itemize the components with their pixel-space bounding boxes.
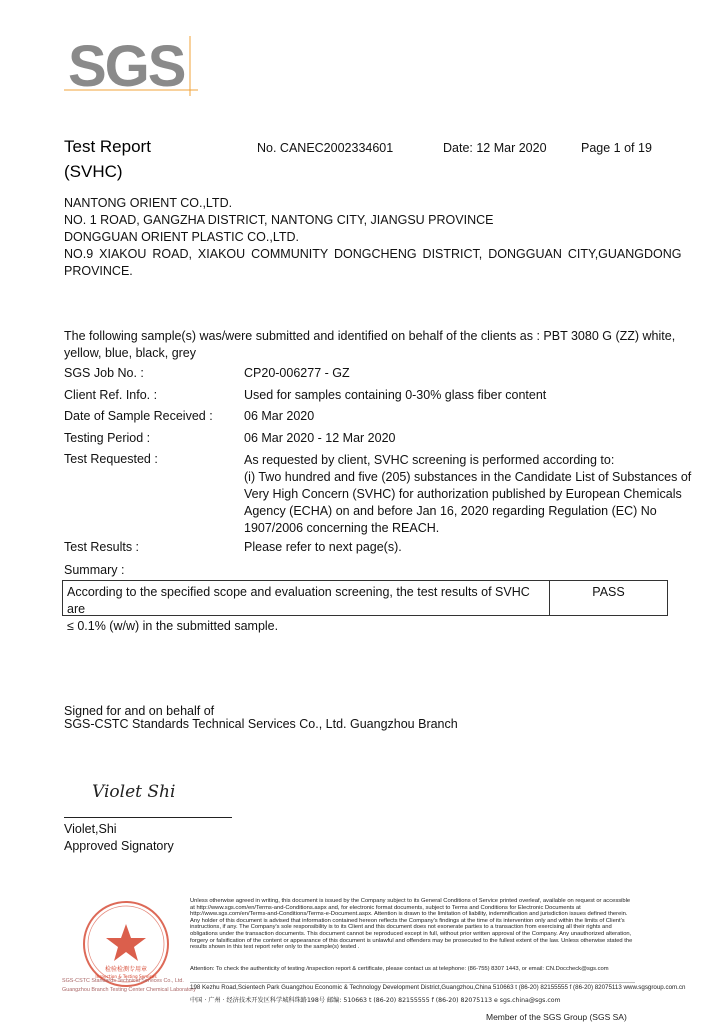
logo-text: SGS: [68, 34, 185, 98]
footer-divider: [190, 982, 635, 983]
requested-text: Very High Concern (SVHC) for authorization published by European Chemicals: [244, 487, 682, 501]
client-line: PROVINCE.: [64, 264, 133, 278]
received-label: Date of Sample Received :: [64, 409, 213, 423]
client-line: NO. 1 ROAD, GANGZHA DISTRICT, NANTONG CITY, JIANGSU PROVINCE: [64, 213, 494, 227]
job-label: SGS Job No. :: [64, 366, 144, 380]
report-number: No. CANEC2002334601: [257, 141, 394, 155]
sgs-logo: [62, 34, 200, 98]
client-line: DONGGUAN ORIENT PLASTIC CO.,LTD.: [64, 230, 299, 244]
summary-text-cell: [63, 581, 550, 633]
report-title: Test Report: [64, 137, 151, 156]
intro-line: The following sample(s) was/were submitted and identified on behalf of the clients as : PBT 3080 G (ZZ) white,: [64, 329, 676, 343]
requested-label: Test Requested :: [64, 452, 158, 466]
summary-text: According to the specified scope and evaluation screening, the test results of SVHC are: [67, 585, 530, 616]
company-stamp: [64, 896, 188, 988]
stamp-center-text: 检验检测专用章: [104, 966, 148, 973]
summary-label: Summary :: [64, 563, 125, 577]
signatory-name: Violet,Shi: [64, 822, 117, 836]
summary-table: [62, 580, 668, 633]
address-english: 198 Kezhu Road,Scientech Park Guangzhou Economic & Technology Development District,Guangzhou,China 510663 t (86-20) 82155555 f (86-20) 82075113 www.sgsgroup.com.cn: [190, 984, 686, 991]
period-label: Testing Period :: [64, 431, 151, 445]
signed-company: SGS-CSTC Standards Technical Services Co., Ltd. Guangzhou Branch: [64, 717, 458, 731]
received-value: 06 Mar 2020: [244, 409, 315, 423]
report-subtitle: (SVHC): [64, 162, 123, 181]
results-label: Test Results :: [64, 540, 140, 554]
period-value: 06 Mar 2020 - 12 Mar 2020: [244, 431, 396, 445]
stamp-sub-text: Inspection & Testing Services: [95, 974, 157, 979]
ref-value: Used for samples containing 0-30% glass fiber content: [244, 388, 547, 402]
stamp-caption: SGS-CSTC Standards Technical Services Co., Ltd.: [62, 978, 184, 984]
summary-result: PASS: [592, 585, 625, 599]
results-value: Please refer to next page(s).: [244, 540, 402, 554]
requested-text: (i) Two hundred and five (205) substances in the Candidate List of Substances of: [244, 470, 692, 484]
signature-line: [64, 817, 232, 818]
ref-label: Client Ref. Info. :: [64, 388, 158, 402]
terms-text: Unless otherwise agreed in writing, this document is issued by the Company subject to its General Conditions of Service printed overleaf, available on request or accessible at http://www.sgs.com/en/Terms-and-Conditions.aspx and, for electronic format documents, subject to Terms and Conditions for Electronic Documents at http://www.sgs.com/en/Terms-and-Conditions/Terms-e-Document.aspx. Attention is drawn to the limitation of liability, indemnification and jurisdiction issues defined therein. Any holder of this document is advised that information contained hereon reflects the Company's findings at the time of its intervention only and within the limits of Client's instructions, if any. The Company's sole responsibility is to its Client and this document does not exonerate parties to a transaction from exercising all their rights and obligations under the transaction documents. This document cannot be reproduced except in full, without prior written approval of the Company. Any unauthorized alteration, forgery or falsification of the content or appearance of this document is unlawful and offenders may be prosecuted to the fullest extent of the law. Unless otherwise stated the results shown in this test report refer only to the sample(s) tested .: [190, 898, 633, 951]
client-line: NO.9 XIAKOU ROAD, XIAKOU COMMUNITY DONGCHENG DISTRICT, DONGGUAN CITY,GUANGDONG: [64, 247, 682, 261]
summary-text: ≤ 0.1% (w/w) in the submitted sample.: [67, 619, 279, 633]
requested-text: 1907/2006 concerning the REACH.: [244, 521, 440, 535]
job-value: CP20-006277 - GZ: [244, 366, 350, 380]
address-chinese: 中国 · 广州 · 经济技术开发区科学城科珠路198号 邮编: 510663 t (86-20) 82155555 f (86-20) 82075113 e sgs.china@sgs.com: [190, 997, 561, 1004]
signature: Violet Shi: [92, 782, 176, 802]
client-line: NANTONG ORIENT CO.,LTD.: [64, 196, 233, 210]
page-number: Page 1 of 19: [581, 141, 652, 155]
intro-line: yellow, blue, black, grey: [64, 346, 197, 360]
authenticity-note: Attention: To check the authenticity of testing /inspection report & certificate, please contact us at telephone: (86-755) 8307 1443, or email: CN.Doccheck@sgs.com: [190, 966, 609, 972]
stamp-caption: Guangzhou Branch Testing Center Chemical Laboratory: [62, 987, 196, 993]
signatory-role: Approved Signatory: [64, 839, 174, 853]
requested-text: Agency (ECHA) on and before Jan 16, 2020 regarding Regulation (EC) No: [244, 504, 657, 518]
signed-line: Signed for and on behalf of: [64, 704, 215, 718]
report-date: Date: 12 Mar 2020: [443, 141, 547, 155]
member-note: Member of the SGS Group (SGS SA): [486, 1012, 627, 1022]
requested-text: As requested by client, SVHC screening is performed according to:: [244, 453, 615, 467]
